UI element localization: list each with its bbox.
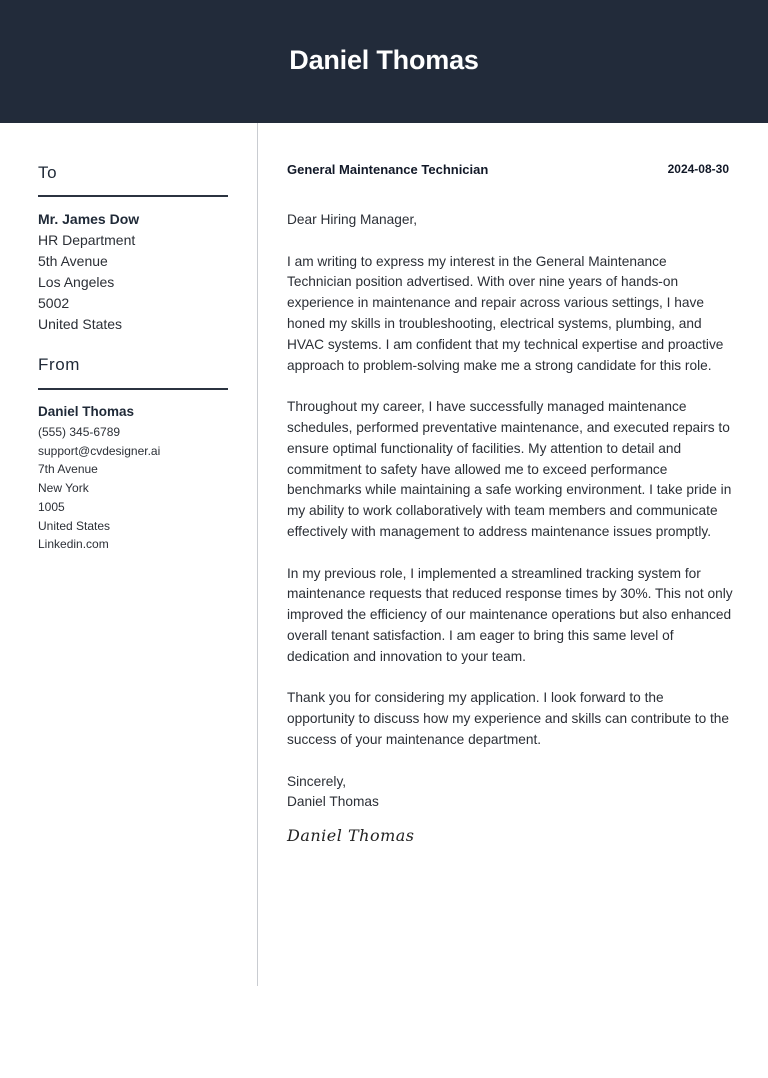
letter-body [287,210,733,813]
sender-email: support@cvdesigner.ai [38,443,161,458]
recipient-zip: 5002 [38,295,70,311]
recipient-city: Los Angeles [38,274,115,290]
paragraph-2: Throughout my career, I have successfully managed maintenance schedules, performed preventative maintenance, and executed repairs to ensure optimal functionality of facilities. My attention to detail and commitment to safety have allowed me to exceed performance benchmarks while maintaining a safe working environment. I take pride in my ability to work collaboratively with team members and communicate effectively with management to address maintenance issues promptly. [287,399,732,539]
recipient-country: United States [38,316,123,332]
paragraph-1: I am writing to express my interest in the General Maintenance Technician position advertised. With over nine years of hands-on experience in maintenance and repair across various settings, I have honed my skills in troubleshooting, electrical systems, plumbing, and HVAC systems. I am confident that my technical expertise and proactive approach to problem-solving make me a strong candidate for this role. [287,253,724,373]
paragraph-3: In my previous role, I implemented a streamlined tracking system for maintenance requests that reduced response times by 30%. This not only improved the efficiency of our maintenance operations but also enhanced overall tenant satisfaction. I am eager to bring this same level of dedication and innovation to your team. [287,565,733,664]
header-banner [0,0,768,123]
sender-name: Daniel Thomas [38,404,135,419]
letter-date: 2024-08-30 [667,162,729,176]
sender-website: Linkedin.com [38,537,109,552]
sender-city: New York [38,481,89,496]
recipient-department: HR Department [38,232,136,248]
from-section-title: From [38,355,81,374]
to-section-rule [38,195,228,197]
salutation: Dear Hiring Manager, [287,212,418,227]
sender-zip: 1005 [38,499,65,514]
recipient-name: Mr. James Dow [38,211,140,227]
to-section-title: To [38,163,58,182]
sender-contact [38,403,160,554]
recipient-address [38,209,139,335]
sender-street: 7th Avenue [38,462,98,477]
paragraph-4: Thank you for considering my application. I look forward to the opportunity to discuss how my experience and skills can contribute to the success of your maintenance department. [287,690,730,747]
job-title: General Maintenance Technician [287,162,489,177]
recipient-street: 5th Avenue [38,253,108,269]
sender-country: United States [38,518,111,533]
applicant-name-title: Daniel Thomas [289,45,479,75]
column-divider [257,123,258,986]
closing: Sincerely, [287,773,347,789]
handwritten-signature: Daniel Thomas [287,826,415,845]
sender-phone: (555) 345-6789 [38,425,121,439]
from-section-rule [38,388,228,390]
closing-name: Daniel Thomas [287,794,379,810]
